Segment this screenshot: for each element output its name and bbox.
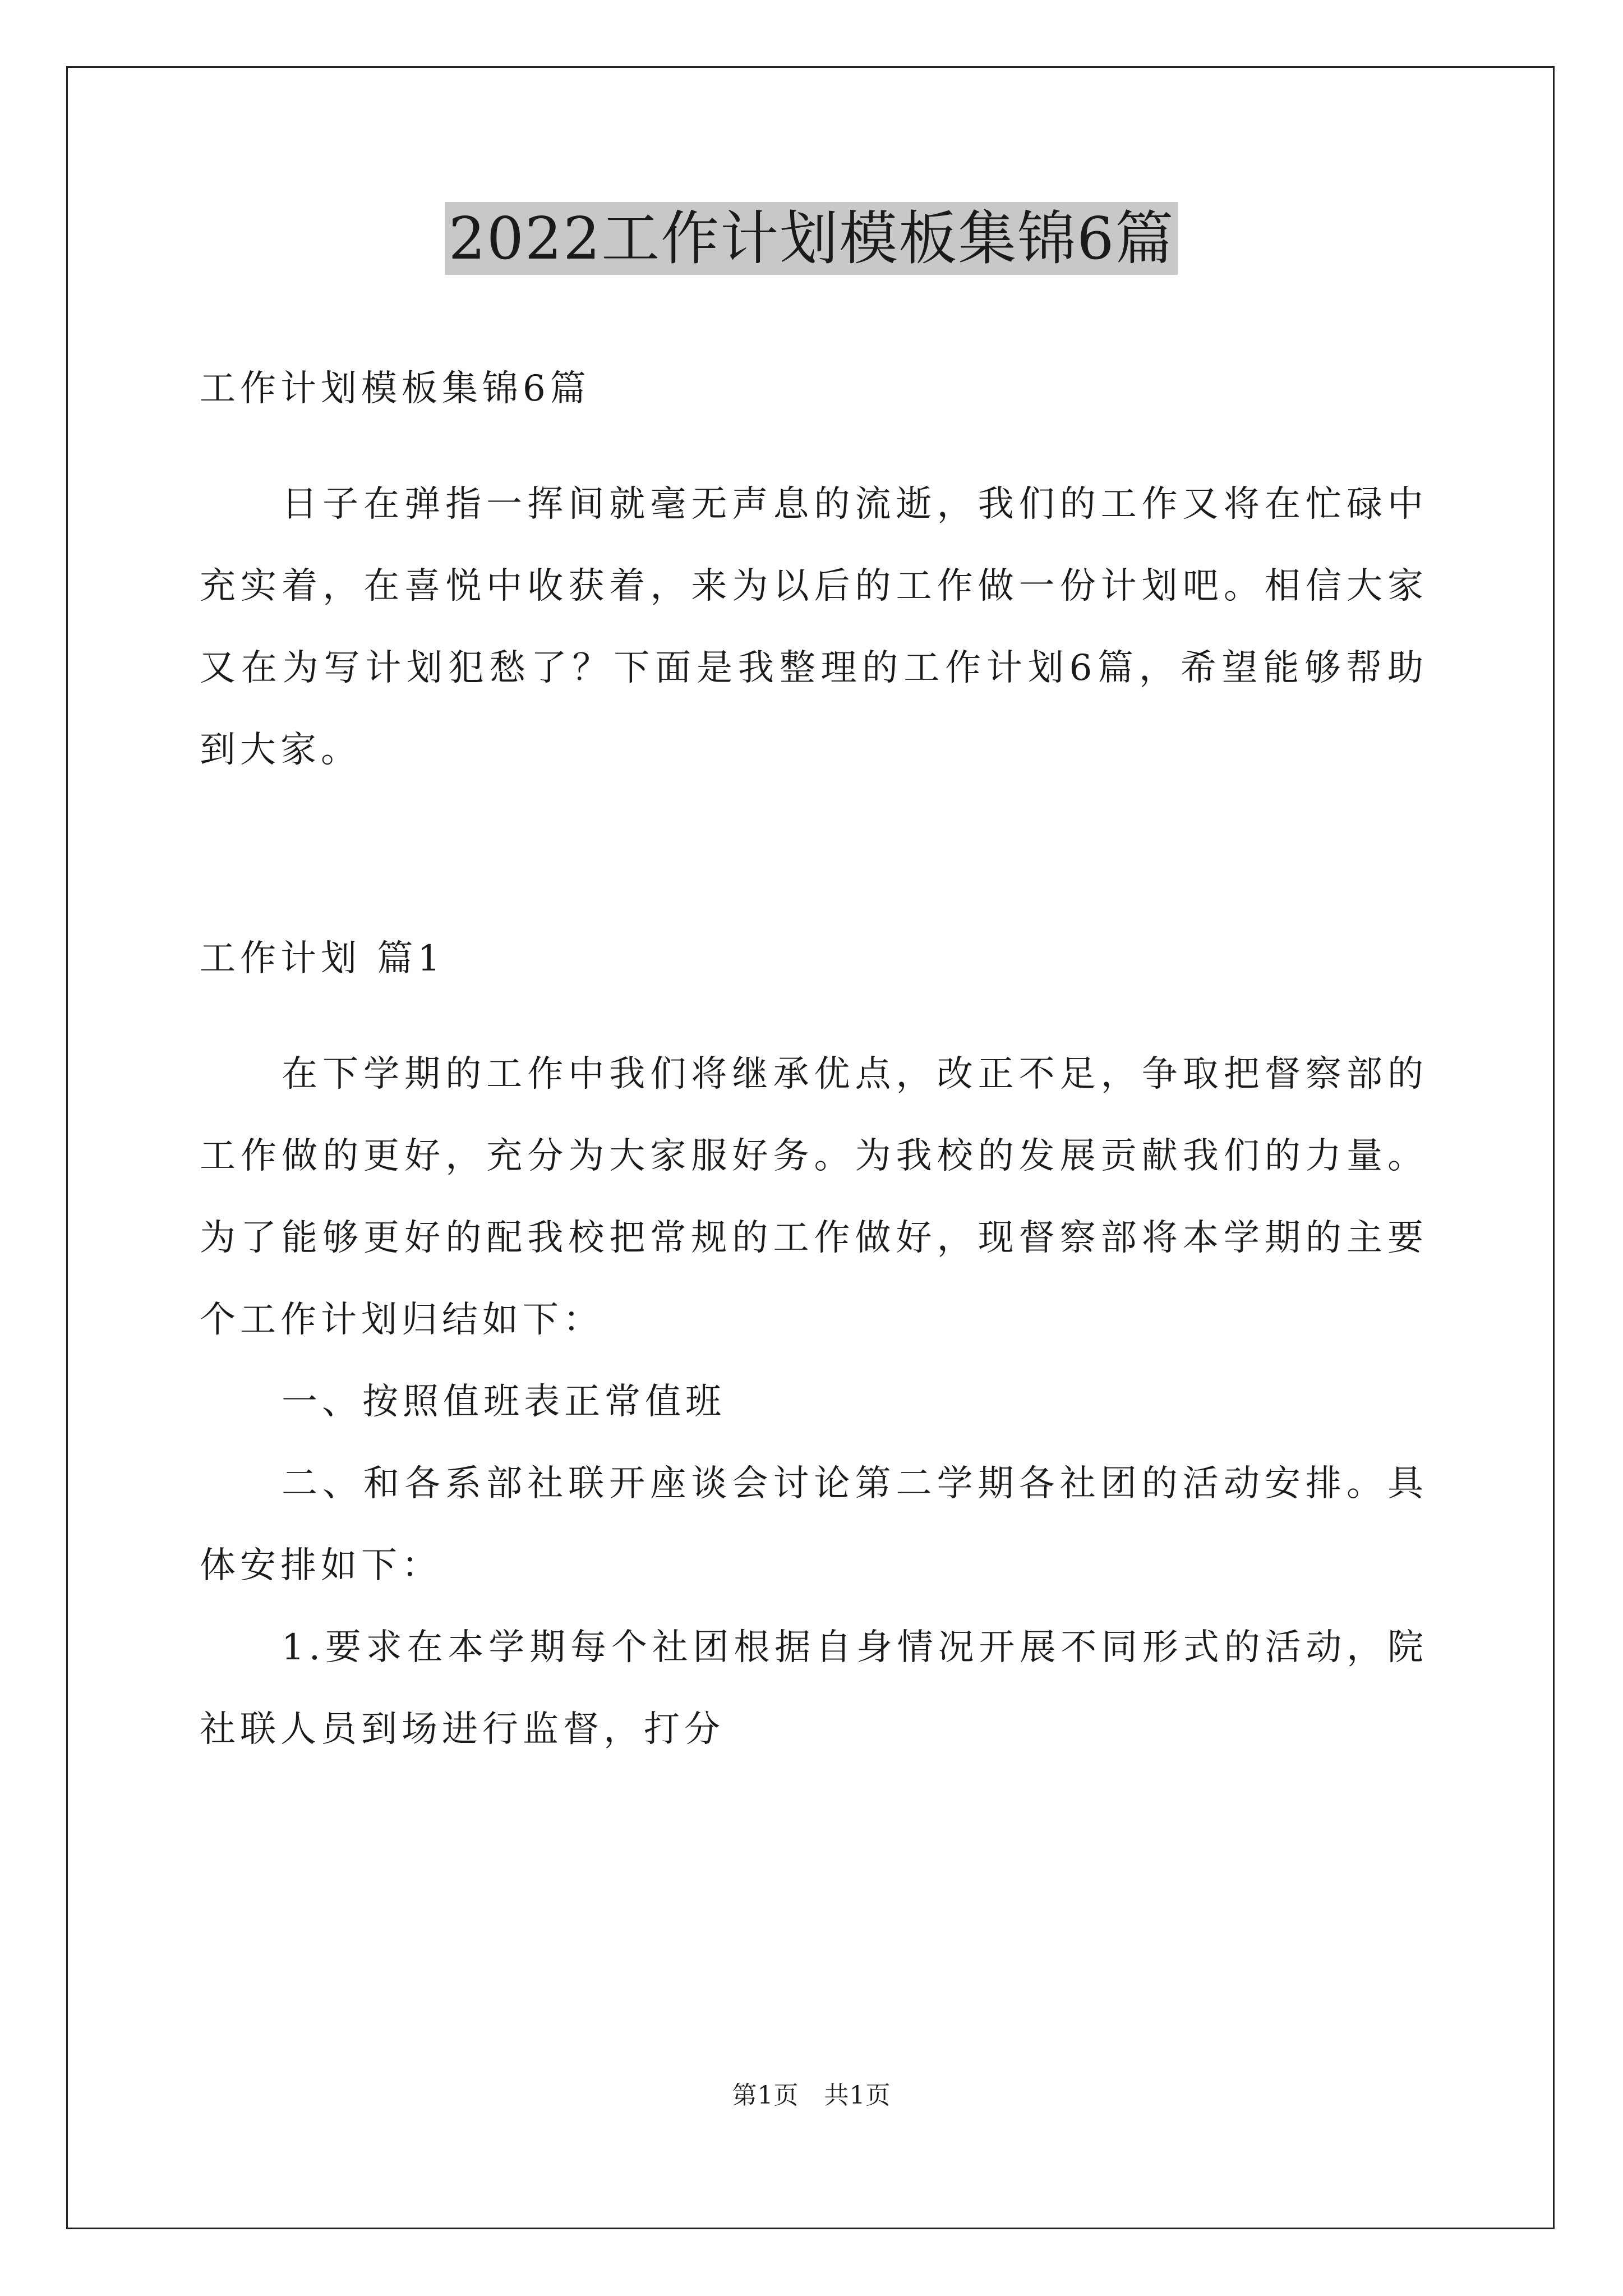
body-paragraph: 在下学期的工作中我们将继承优点，改正不足，争取把督察部的工作做的更好，充分为大家服好务。为我校的发展贡献我们的力量。为了能够更好的配我校把常规的工作做好，现督察部将本学期的主要个工作计划归结如下： — [200, 1053, 1428, 1341]
section-heading: 工作计划 篇1 — [200, 938, 445, 979]
spacer — [200, 1000, 1428, 1033]
spacer — [200, 873, 1428, 918]
body-paragraph: 1.要求在本学期每个社团根据自身情况开展不同形式的活动，院社联人员到场进行监督，打分 — [200, 1627, 1428, 1750]
document-subtitle: 工作计划模板集锦6篇 — [200, 368, 591, 409]
title-wrap — [0, 202, 1623, 275]
body-paragraph: 二、和各系部社联开座谈会讨论第二学期各社团的活动安排。具体安排如下： — [200, 1463, 1428, 1586]
document-title: 2022工作计划模板集锦6篇 — [445, 202, 1178, 275]
spacer — [200, 791, 1428, 873]
body-paragraph: 一、按照值班表正常值班 — [282, 1381, 726, 1423]
spacer — [200, 430, 1428, 463]
document-body — [200, 348, 1428, 1770]
intro-paragraph: 日子在弹指一挥间就毫无声息的流逝，我们的工作又将在忙碌中充实着，在喜悦中收获着，来为以后的工作做一份计划吧。相信大家又在为写计划犯愁了？下面是我整理的工作计划6篇，希望能够帮助到大家。 — [200, 484, 1428, 771]
page-footer: 第1页 共1页 — [732, 2081, 891, 2110]
